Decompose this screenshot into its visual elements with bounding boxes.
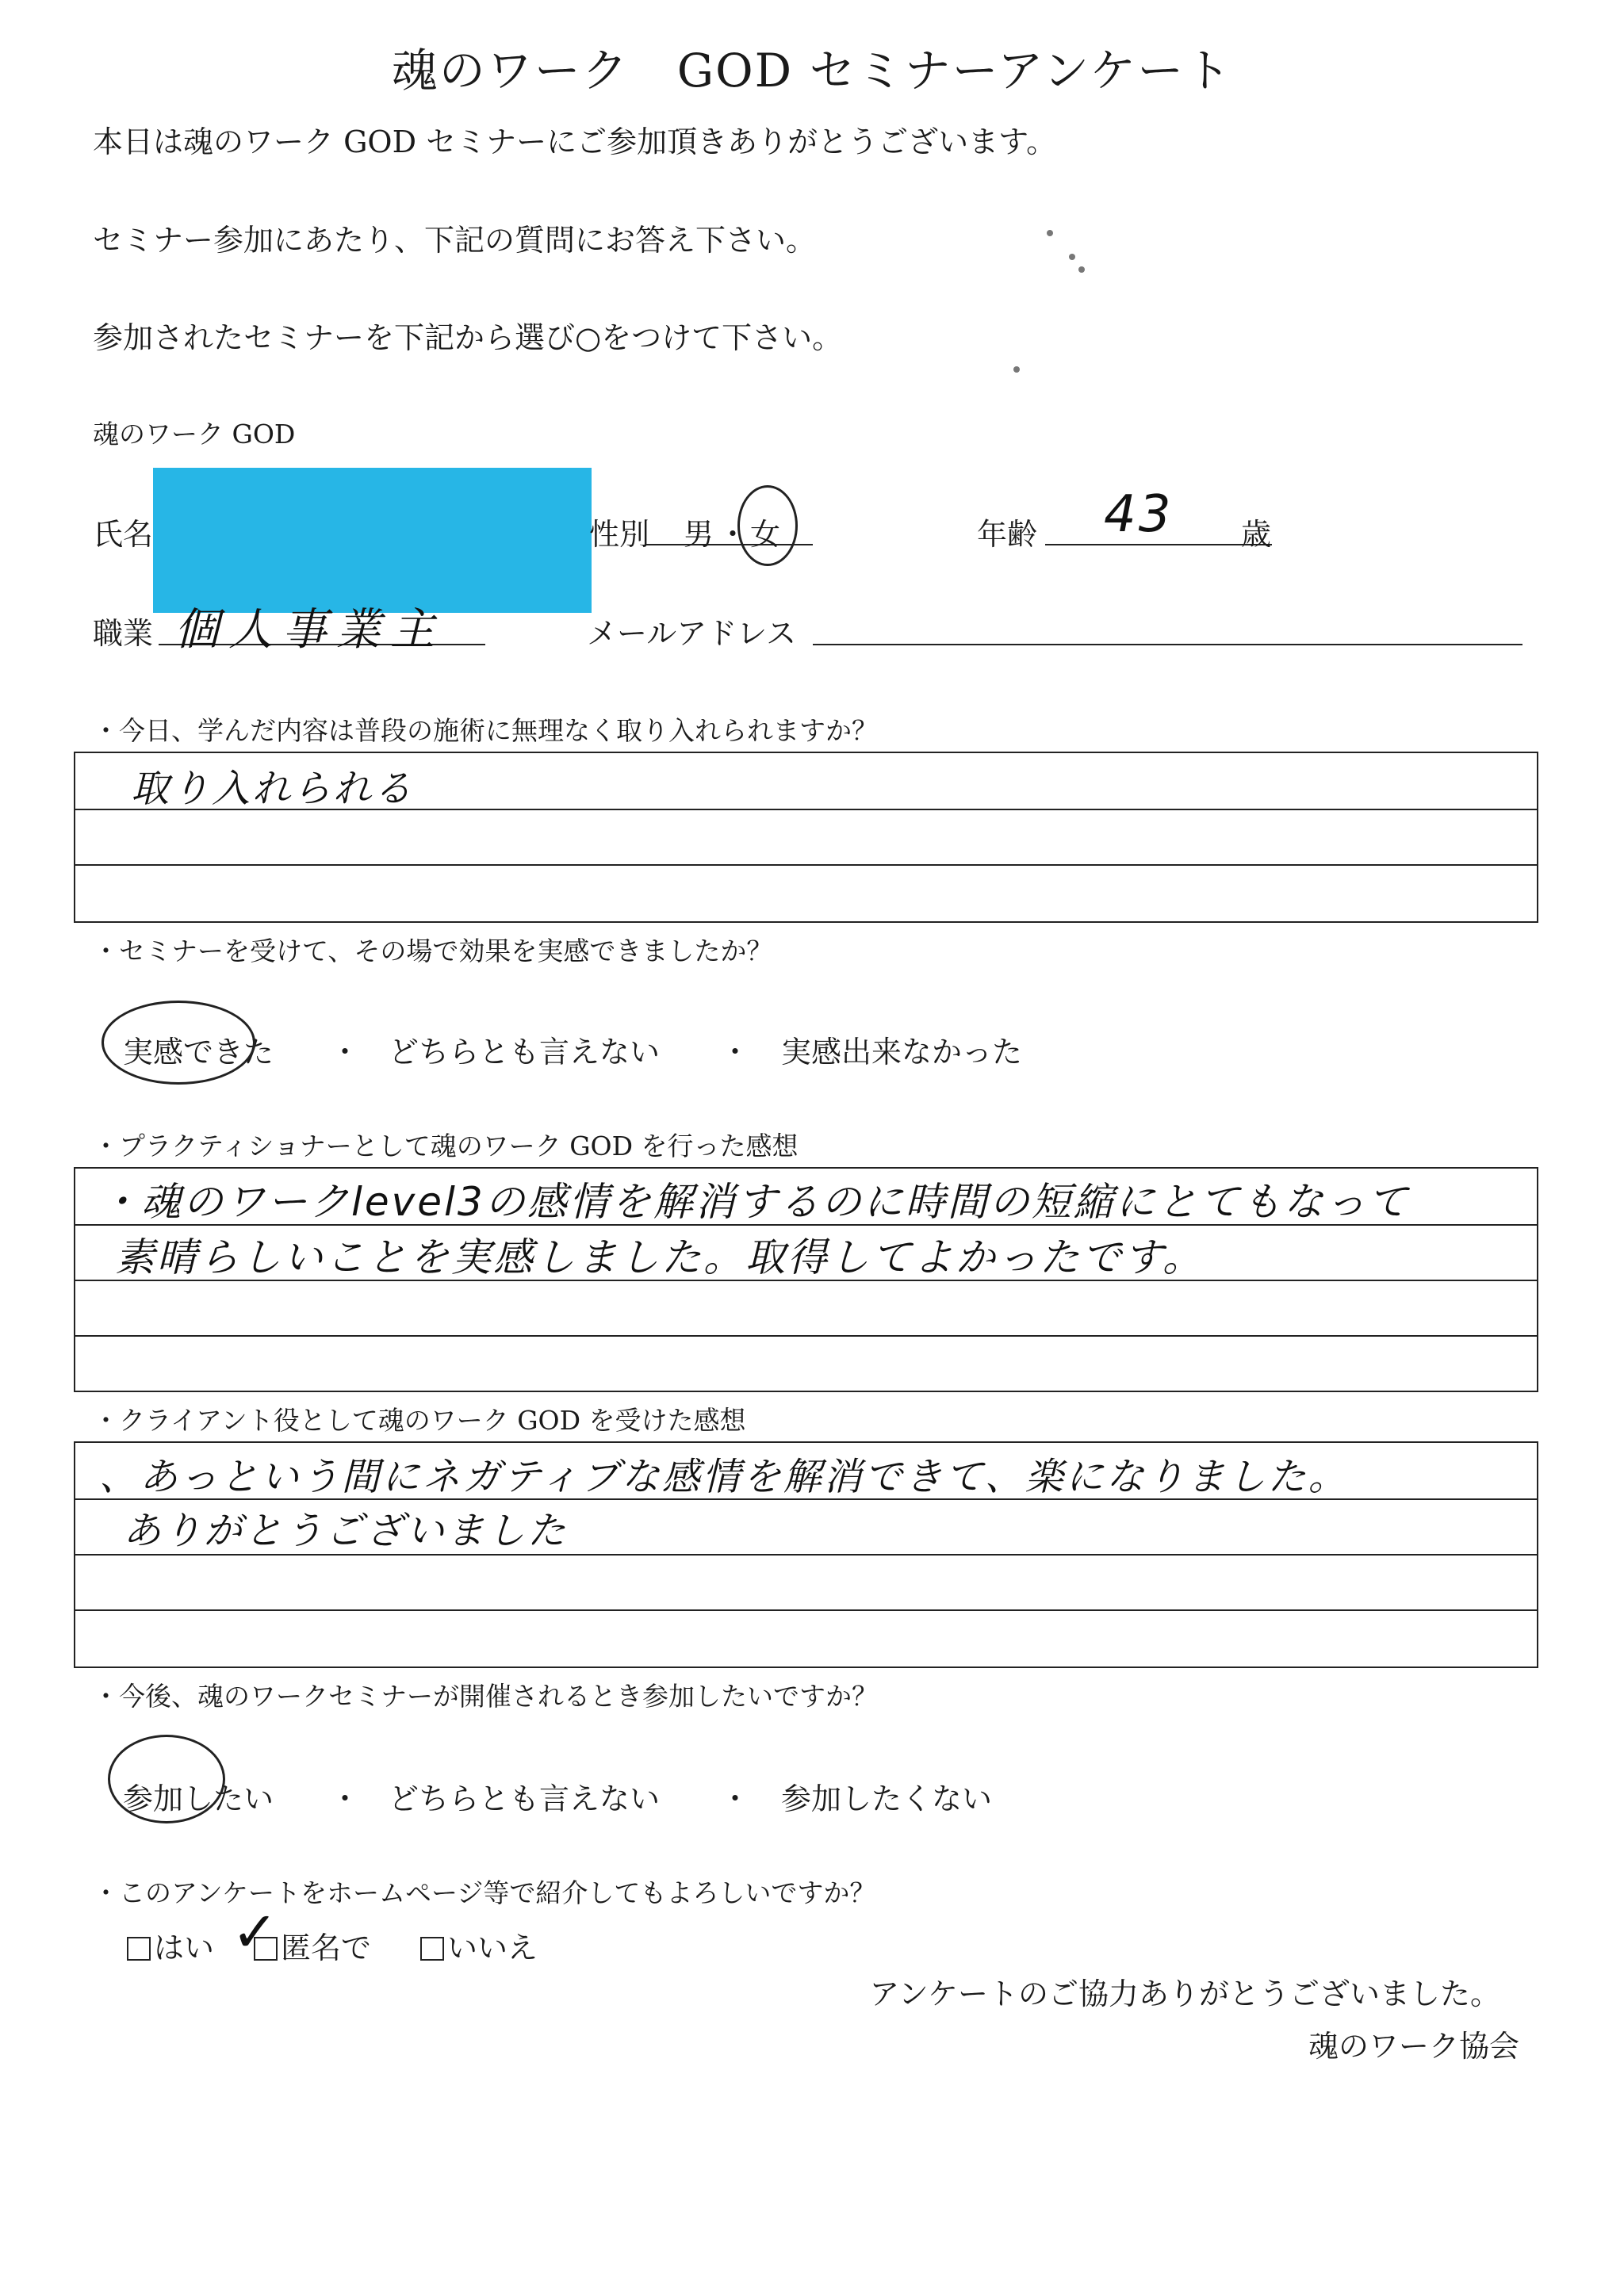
q5-question: ・今後、魂のワークセミナーが開催されるとき参加したいですか？ [93,1681,878,1712]
age-unit: 歳 [1241,517,1272,552]
intro-text-3: 参加されたセミナーを下記から選び○をつけて下さい。 [93,320,843,355]
q2-option-yes[interactable]: 実感できた [123,1035,274,1070]
q2-option-neutral[interactable]: どちらとも言えない [389,1035,661,1070]
name-label: 氏名 [93,517,154,552]
footer-organization: 魂のワーク協会 [1308,2029,1519,2064]
q1-question: ・今日、学んだ内容は普段の施術に無理なく取り入れられますか？ [93,715,878,746]
q6-option-no[interactable] [420,1923,538,1967]
q2-option-no[interactable]: 実感出来なかった [781,1035,1023,1070]
page-title: 魂のワーク GOD セミナーアンケート [391,44,1233,98]
age-label: 年齢 [977,517,1038,552]
q6-question: ・このアンケートをホームページ等で紹介してもよろしいですか？ [93,1877,876,1908]
selection-circle [102,1001,255,1085]
job-value[interactable]: 個人事業主 [174,604,444,656]
q3-answer-line-1: ・魂のワークlevel3の感情を解消するのに時間の短縮にとてもなって [99,1179,1410,1225]
q5-separator-2: ・ [720,1781,751,1816]
q5-separator-1: ・ [330,1781,361,1816]
q5-option-neutral[interactable]: どちらとも言えない [389,1781,661,1816]
q3-answer-line-2: 素晴らしいことを実感しました。取得してよかったです。 [115,1234,1205,1280]
q3-answer-box[interactable] [74,1167,1538,1392]
q4-question: ・クライアント役として魂のワーク GOD を受けた感想 [93,1405,746,1436]
scan-speck [1078,266,1085,273]
answer-line [75,1609,1537,1611]
check-mark-icon: ✓ [232,1900,281,1965]
intro-text-1: 本日は魂のワーク GOD セミナーにご参加頂きありがとうございます。 [93,124,1057,159]
scan-speck [1069,254,1075,260]
selection-circle [108,1735,225,1823]
job-label: 職業 [93,616,154,651]
checkbox-icon[interactable] [420,1937,444,1961]
email-underline [813,644,1522,645]
q2-separator-2: ・ [720,1035,751,1070]
email-label: メールアドレス [587,616,797,651]
gender-female[interactable]: 女 [750,517,781,552]
footer-thanks: アンケートのご協力ありがとうございました。 [869,1976,1500,2011]
q6-option-no-label: いいえ [447,1931,538,1965]
q6-option-yes-label: はい [154,1931,215,1965]
seminar-name: 魂のワーク GOD [93,419,296,450]
answer-line [75,1335,1537,1337]
age-value[interactable]: 43 [1104,485,1174,544]
q2-separator-1: ・ [330,1035,361,1070]
q5-option-yes[interactable]: 参加したい [123,1781,274,1816]
scan-speck [1013,366,1020,373]
q4-answer-box[interactable] [74,1441,1538,1668]
q6-option-anonymous-label: 匿名で [281,1931,372,1965]
q5-option-no[interactable]: 参加したくない [781,1781,993,1816]
redaction-block [153,468,592,613]
selection-circle [737,485,798,566]
gender-separator: ・ [718,517,749,552]
age-underline [1045,544,1272,545]
scan-speck [1047,230,1053,236]
gender-male[interactable]: 男 [684,517,714,552]
q6-option-yes[interactable] [127,1923,214,1967]
gender-label: 性別 [589,517,650,552]
q4-answer-line-1: 、あっという間にネガティブな感情を解消できて、楽になりました。 [99,1455,1349,1499]
answer-line [75,864,1537,866]
q3-question: ・プラクティショナーとして魂のワーク GOD を行った感想 [93,1131,799,1161]
q1-answer-line-1: 取り入れられる [131,767,415,811]
q1-answer-box[interactable] [74,752,1538,923]
q2-question: ・セミナーを受けて、その場で効果を実感できましたか？ [93,936,773,966]
checkbox-icon[interactable] [127,1937,151,1961]
q4-answer-line-2: ありがとうございました [123,1509,569,1553]
intro-text-2: セミナー参加にあたり、下記の質問にお答え下さい。 [93,223,817,258]
